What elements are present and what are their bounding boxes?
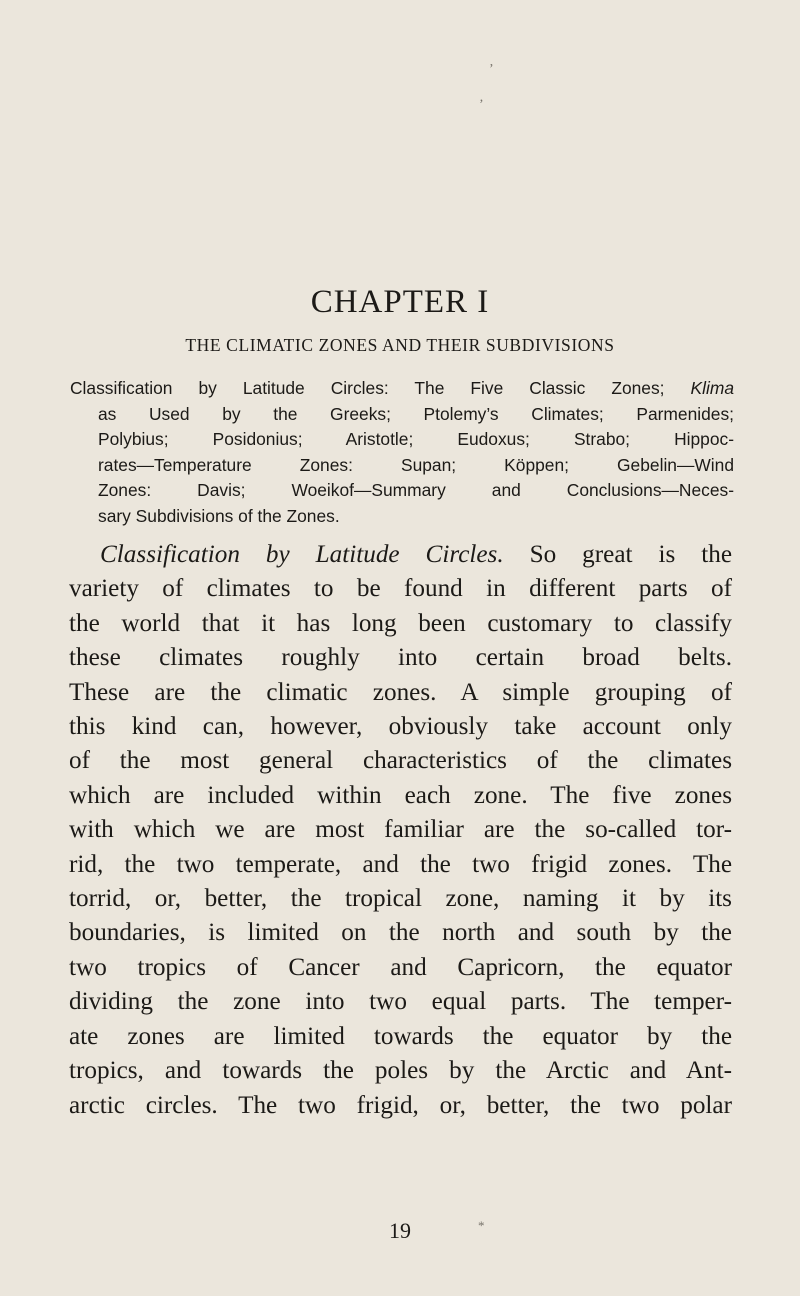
body-line: arctic circles. The two frigid, or, better, the two polar [69, 1091, 732, 1119]
summary-line: Polybius; Posidonius; Aristotle; Eudoxus; Strabo; Hippoc- [98, 429, 734, 449]
body-line: Classification by Latitude Circles. So great is the [100, 541, 732, 568]
body-line: these climates roughly into certain broad belts. [69, 644, 732, 672]
section-heading: Classification by Latitude Circles. [100, 541, 504, 568]
body-line: of the most general characteristics of the climates [69, 747, 732, 775]
body-line: which are included within each zone. The five zones [69, 781, 732, 809]
summary-line: rates—Temperature Zones: Supan; Köppen; Gebelin—Wind [98, 454, 734, 475]
body-line: variety of climates to be found in different parts of [69, 575, 732, 603]
stray-mark: * [478, 1218, 485, 1233]
body-line: boundaries, is limited on the north and south by the [69, 919, 732, 947]
body-line: ate zones are limited towards the equator by the [69, 1022, 732, 1050]
summary-line: as Used by the Greeks; Ptolemy’s Climates; Parmenides; [98, 403, 734, 424]
stray-mark: ’ [489, 62, 494, 77]
body-text [69, 538, 732, 1123]
body-line: this kind can, however, obviously take account only [69, 713, 732, 741]
stray-mark: ‚ [479, 90, 484, 105]
body-line: two tropics of Cancer and Capricorn, the equator [69, 953, 732, 981]
body-line: rid, the two temperate, and the two frigid zones. The [69, 850, 732, 878]
body-line: torrid, or, better, the tropical zone, naming it by its [69, 885, 732, 913]
body-line: the world that it has long been customary to classify [69, 609, 732, 637]
body-line: tropics, and towards the poles by the Arctic and Ant- [69, 1057, 732, 1085]
chapter-title: CHAPTER I [310, 284, 490, 320]
chapter-subtitle: THE CLIMATIC ZONES AND THEIR SUBDIVISIONS [185, 335, 615, 355]
summary-line: sary Subdivisions of the Zones. [98, 505, 340, 526]
chapter-summary [70, 376, 734, 529]
body-line: with which we are most familiar are the so-called tor- [69, 816, 732, 844]
summary-line: Classification by Latitude Circles: The Five Classic Zones; Klima [70, 378, 734, 398]
summary-line: Zones: Davis; Woeikof—Summary and Conclusions—Neces- [98, 480, 734, 500]
page-number: 19 [389, 1218, 411, 1243]
body-line: dividing the zone into two equal parts. The temper- [69, 988, 732, 1016]
body-line: These are the climatic zones. A simple grouping of [69, 678, 732, 706]
